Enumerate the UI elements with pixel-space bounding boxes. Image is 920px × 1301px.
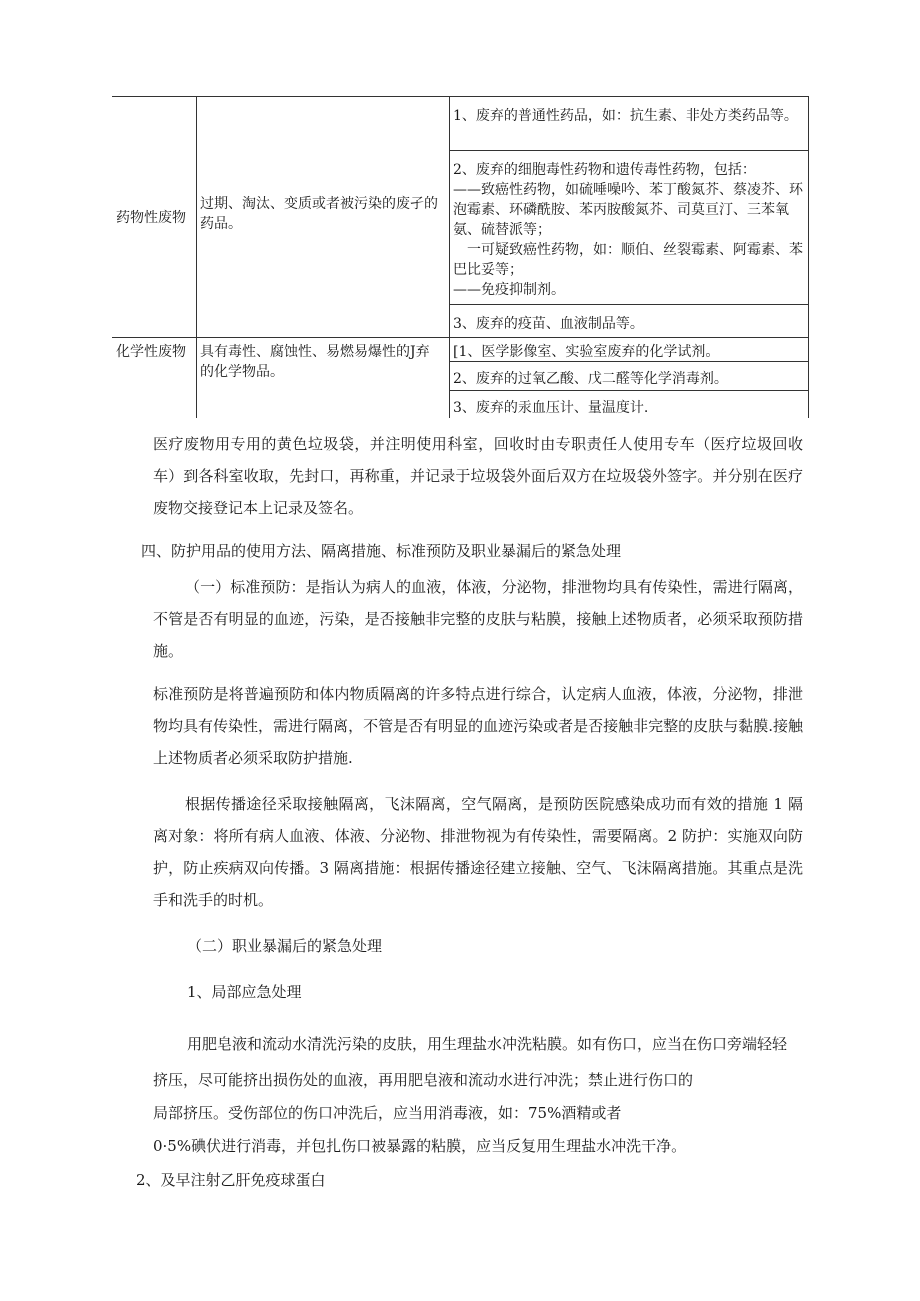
row-divider [449, 150, 808, 151]
subsection-local-treatment: 1、局部应急处理 [187, 983, 302, 1001]
row-divider [449, 304, 808, 305]
description-chemical-waste: 具有毒性、腐蚀性、易燃易爆性的J弃的化学物品。 [200, 344, 430, 380]
paragraph-standard-precaution-1: （一）标准预防：是指认为病人的血液，体液，分泌物，排泄物均具有传染性，需进行隔离，不管是否有明显的血迹，污染，是否接触非完整的皮肤与粘膜，接触上述物质者，必须采取预防措施。 [153, 578, 803, 660]
table-top-border [112, 96, 808, 97]
category-chemical-waste: 化学性废物 [116, 344, 186, 360]
subsection-heading-2: （二）职业暴漏后的紧急处理 [187, 937, 383, 955]
text-line: 挤压，尽可能挤出损伤处的血液，再用肥皂液和流动水进行冲洗；禁止进行伤口的 [153, 1071, 694, 1089]
text-line: 用肥皂液和流动水清洗污染的皮肤，用生理盐水冲洗粘膜。如有伤口，应当在伤口旁端轻轻 [187, 1035, 788, 1053]
pharma-item-3: 3、废弃的疫苗、血液制品等。 [453, 316, 644, 332]
medical-waste-table [0, 0, 920, 420]
pharma-item-2: 2、废弃的细胞毒性药物和遗传毒性药物，包括： ——致癌性药物，如硫唾噪吟、苯丁酸氮芥、蔡凌芥、环泡霉素、环磷酰胺、苯丙胺酸氮芥、司莫亘汀、三苯氧氨、硫替派等； 一可疑致癌性药物，如：顺伯、丝裂霉素、阿霉素、苯巴比妥等； ——免疫抑制剂。 [453, 162, 803, 298]
chemical-item-3: 3、废弃的汞血压计、量温度计. [453, 400, 649, 416]
row-divider [449, 390, 808, 391]
column-divider [196, 96, 197, 418]
subsection-vaccination: 2、及早注射乙肝免疫球蛋白 [136, 1171, 326, 1189]
pharma-item-1: 1、废弃的普通性药品，如：抗生素、非处方类药品等。 [453, 108, 798, 124]
text-line: 0·5%碘伏进行消毒，并包扎伤口被暴露的粘膜，应当反复用生理盐水冲洗干净。 [153, 1137, 687, 1155]
paragraph-isolation: 根据传播途径采取接触隔离，飞沫隔离，空气隔离，是预防医院感染成功而有效的措施 1 隔离对象：将所有病人血液、体液、分泌物、排泄物视为有传染性，需要隔离。2 防护：实施双向防护，防止疾病双向传播。3 隔离措施：根据传播途径建立接触、空气、飞沫隔离措施。其重点是洗手和洗手的时机。 [153, 795, 803, 909]
chemical-item-2: 2、废弃的过氧乙酸、戊二醛等化学消毒剂。 [453, 371, 728, 387]
text-line: 局部挤压。受伤部位的伤口冲洗后，应当用消毒液，如：75%酒精或者 [153, 1104, 622, 1122]
row-divider [112, 337, 808, 338]
chemical-item-1: [1、医学影像室、实验室废弃的化学试剂。 [453, 344, 720, 360]
paragraph-standard-precaution-2: 标准预防是将普遍预防和体内物质隔离的许多特点进行综合，认定病人血液，体液，分泌物，排泄物均具有传染性，需进行隔离，不管是否有明显的血迹污染或者是否接触非完整的皮肤与黏膜.接触上述物质者必须采取防护措施. [153, 685, 803, 767]
column-divider [449, 96, 450, 418]
category-pharmaceutical-waste: 药物性废物 [116, 210, 186, 226]
section-heading-4: 四、防护用品的使用方法、隔离措施、标准预防及职业暴漏后的紧急处理 [141, 542, 622, 560]
description-pharmaceutical-waste: 过期、淘汰、变质或者被污染的废孑的药品。 [200, 196, 438, 232]
paragraph-waste-collection: 医疗废物用专用的黄色垃圾袋，并注明使用科室，回收时由专职责任人使用专车（医疗垃圾回收车）到各科室收取，先封口，再称重，并记录于垃圾袋外面后双方在垃圾袋外签字。并分别在医疗废物交接登记本上记录及签名。 [153, 435, 803, 517]
